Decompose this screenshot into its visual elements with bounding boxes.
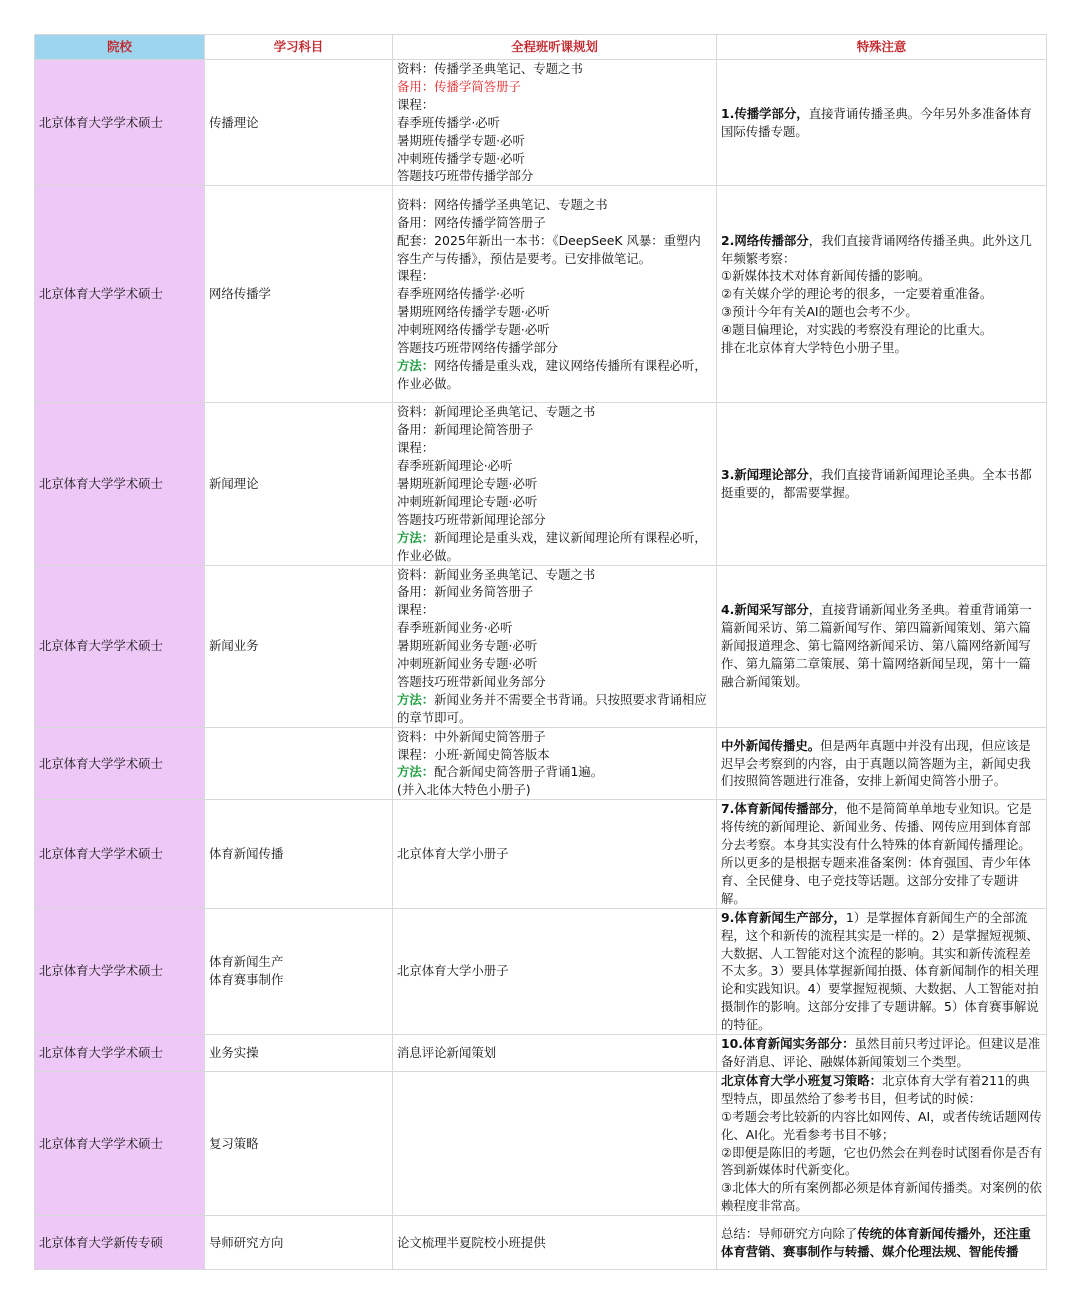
subject-line: 新闻理论 [209,475,259,491]
school-cell: 北京体育大学新传专硕 [35,1216,205,1270]
subject-line: 网络传播学 [209,286,271,302]
plan-text: 网络传播是重头戏，建议网络传播所有课程必听，作业必做。 [397,358,707,391]
note-text: 排在北京体育大学特色小册子里。 [721,340,907,356]
plan-line [397,566,712,584]
subject-cell [205,186,393,403]
method-label: 方法： [397,764,435,780]
note-line [721,1179,1042,1215]
plan-cell [393,60,717,186]
school-cell: 北京体育大学学术硕士 [35,800,205,908]
note-line [721,1035,1042,1071]
note-text: ②有关媒介学的理论考的很多，一定要着重准备。 [721,286,993,302]
note-line [721,737,1042,791]
notes-cell [717,1216,1047,1270]
note-line [721,1225,1042,1261]
plan-line [397,285,712,303]
note-emphasis: 北京体育大学小班复习策略： [721,1072,883,1088]
plan-line [397,339,712,357]
plan-text: 答题技巧班带传播学部分 [397,168,534,184]
note-text: ，我们直接背诵新闻理论圣典。全本书都挺重要的，都需要掌握。 [721,467,1032,500]
note-text: ，他不是简简单单地专业知识。它是将传统的新闻理论、新闻业务、传播、网传应用到体育部分去考察。本身其实没有什么特殊的体育新闻传播理论。所以更多的是根据专题来准备案例：体育强国、青少年体育、全民健身、电子竞技等话题。这部分安排了专题讲解。 [721,801,1032,906]
note-line [721,339,1042,357]
plan-line [397,421,712,439]
plan-text: 答题技巧班带新闻业务部分 [397,673,546,689]
plan-line [397,1044,712,1062]
plan-cell [393,1216,717,1270]
plan-cell [393,800,717,908]
plan-text: 冲刺班网络传播学专题·必听 [397,322,550,338]
plan-cell [393,908,717,1034]
notes-cell [717,800,1047,908]
note-line [721,303,1042,321]
plan-line [397,321,712,339]
table-row [35,565,1047,727]
subject-line: 业务实操 [209,1045,259,1061]
plan-line [397,357,712,393]
subject-line: 体育赛事制作 [209,972,284,988]
school-cell: 北京体育大学学术硕士 [35,1035,205,1072]
header-subject: 学习科目 [205,35,393,60]
plan-text: 备用：新闻业务简答册子 [397,584,534,600]
table-row [35,1071,1047,1215]
plan-text: 资料：中外新闻史简答册子 [397,728,546,744]
school-cell: 北京体育大学学术硕士 [35,1071,205,1215]
note-text: 虽然目前只考过评论。但建议是准备好消息、评论、融媒体新闻策划三个类型。 [721,1036,1041,1069]
plan-text: 春季班传播学·必听 [397,114,501,130]
plan-line [397,845,712,863]
note-line [721,800,1042,907]
table-row [35,1035,1047,1072]
plan-text: 资料：新闻理论圣典笔记、专题之书 [397,404,596,420]
plan-text: 备用：传播学简答册子 [397,78,521,94]
header-school: 院校 [35,35,205,60]
plan-cell [393,565,717,727]
subject-line: 传播理论 [209,114,259,130]
note-text: ③预计今年有关AI的题也会考不少。 [721,304,918,320]
school-cell: 北京体育大学学术硕士 [35,186,205,403]
table-row [35,186,1047,403]
note-line [721,1108,1042,1144]
plan-line [397,196,712,214]
plan-text: 资料：网络传播学圣典笔记、专题之书 [397,196,608,212]
note-text: 北京体育大学有着211的典型特点，即虽然给了参考书目，但考试的时候： [721,1072,1030,1106]
plan-cell [393,403,717,565]
subject-line: 体育新闻生产 [209,954,284,970]
plan-line [397,781,712,799]
school-cell: 北京体育大学学术硕士 [35,565,205,727]
note-emphasis: 10.体育新闻实务部分： [721,1036,855,1052]
plan-text: 配套：2025年新出一本书：《DeepSeeK 风暴：重塑内容生产与传播》，预估是要考。已安排做笔记。 [397,232,701,266]
note-emphasis: 7.体育新闻传播部分 [721,801,834,817]
notes-cell [717,1035,1047,1072]
plan-line [397,655,712,673]
plan-line [397,267,712,285]
plan-text: 北京体育大学小册子 [397,846,509,862]
plan-text: (并入北体大特色小册子) [397,782,531,798]
table-row [35,800,1047,908]
note-line [721,1144,1042,1180]
subject-cell [205,403,393,565]
note-text: 但是两年真题中并没有出现，但应该是迟早会考察到的内容，由于真题以简答题为主，新闻史我们按照简答题进行准备，安排上新闻史简答小册子。 [721,737,1031,789]
table-row [35,60,1047,186]
plan-line [397,114,712,132]
note-text: ①新媒体技术对体育新闻传播的影响。 [721,268,931,284]
plan-cell [393,1071,717,1215]
plan-line [397,1234,712,1252]
plan-text: 答题技巧班带新闻理论部分 [397,511,546,527]
notes-cell [717,186,1047,403]
method-label: 方法： [397,529,435,545]
plan-line [397,475,712,493]
note-text: ③北体大的所有案例都必须是体育新闻传播类。对案例的依赖程度非常高。 [721,1180,1042,1214]
plan-text: 新闻业务并不需要全书背诵。只按照要求背诵相应的章节即可。 [397,691,707,725]
plan-text: 北京体育大学小册子 [397,963,509,979]
plan-cell [393,1035,717,1072]
note-text: 直接背诵传播圣典。今年另外多准备体育国际传播专题。 [721,105,1032,139]
header-row [35,35,1047,60]
plan-text: 课程： [397,602,435,618]
notes-cell [717,60,1047,186]
plan-text: 课程： [397,96,435,112]
plan-line [397,457,712,475]
note-line [721,321,1042,339]
plan-text: 暑期班新闻理论专题·必听 [397,475,538,491]
subject-cell [205,60,393,186]
subject-line: 体育新闻传播 [209,846,284,862]
note-text: ②即便是陈旧的考题，它也仍然会在判卷时试图看你是否有答到新媒体时代新变化。 [721,1144,1042,1178]
plan-line [397,60,712,78]
table-row [35,908,1047,1034]
plan-text: 暑期班网络传播学专题·必听 [397,304,550,320]
plan-cell [393,186,717,403]
plan-text: 暑期班传播学专题·必听 [397,132,525,148]
note-line [721,909,1042,1034]
plan-line [397,78,712,96]
plan-text: 课程： [397,268,435,284]
subject-cell [205,800,393,908]
plan-text: 论文梳理半夏院校小班提供 [397,1234,546,1250]
plan-line [397,232,712,268]
plan-line [397,403,712,421]
note-emphasis: 中外新闻传播史。 [721,737,821,753]
note-emphasis: 传统的体育新闻传播外，还注重体育营销、赛事制作与转播、媒介伦理法规、智能传播 [721,1225,1031,1259]
subject-line: 导师研究方向 [209,1234,284,1250]
plan-text: 消息评论新闻策划 [397,1045,497,1061]
note-line [721,285,1042,303]
plan-line [397,583,712,601]
note-text: ①考题会考比较新的内容比如网传、AI，或者传统话题网传化、AI化。光看参考书目不够； [721,1108,1042,1142]
table-row [35,1216,1047,1270]
note-emphasis: 2.网络传播部分 [721,232,809,248]
plan-line [397,673,712,691]
subject-line: 新闻业务 [209,638,259,654]
plan-line [397,439,712,457]
notes-cell [717,1071,1047,1215]
plan-text: 春季班网络传播学·必听 [397,286,525,302]
note-line [721,1072,1042,1108]
plan-line [397,150,712,168]
plan-text: 答题技巧班带网络传播学部分 [397,340,559,356]
note-emphasis: 1.传播学部分， [721,105,809,121]
plan-text: 新闻理论是重头戏，建议新闻理论所有课程必听，作业必做。 [397,529,707,563]
plan-text: 资料：传播学圣典笔记、专题之书 [397,61,583,76]
plan-line [397,746,712,764]
plan-line [397,962,712,980]
study-plan-table [34,34,1047,1270]
note-text: ④题目偏理论，对实践的考察没有理论的比重大。 [721,322,993,338]
plan-text: 配合新闻史简答册子背诵1遍。 [434,764,604,780]
plan-line [397,96,712,114]
header-notes: 特殊注意 [717,35,1047,60]
note-line [721,466,1042,502]
plan-line [397,691,712,727]
plan-text: 备用：网络传播学简答册子 [397,214,546,230]
plan-line [397,529,712,565]
notes-cell [717,908,1047,1034]
method-label: 方法： [397,691,435,707]
note-emphasis: 4.新闻采写部分 [721,602,809,618]
subject-cell [205,1071,393,1215]
plan-line [397,132,712,150]
plan-line [397,637,712,655]
school-cell: 北京体育大学学术硕士 [35,908,205,1034]
subject-cell [205,727,393,800]
plan-text: 春季班新闻业务·必听 [397,620,513,636]
plan-line [397,763,712,781]
subject-cell [205,1216,393,1270]
table-row [35,727,1047,800]
plan-text: 课程：小班·新闻史简答版本 [397,746,550,762]
school-cell: 北京体育大学学术硕士 [35,60,205,186]
plan-line [397,214,712,232]
plan-line [397,511,712,529]
plan-line [397,601,712,619]
plan-line [397,303,712,321]
note-line [721,601,1042,691]
table-row [35,403,1047,565]
school-cell: 北京体育大学学术硕士 [35,403,205,565]
school-cell: 北京体育大学学术硕士 [35,727,205,800]
plan-text: 冲刺班传播学专题·必听 [397,150,525,166]
plan-text: 资料：新闻业务圣典笔记、专题之书 [397,566,596,582]
plan-line [397,619,712,637]
note-line [721,232,1042,268]
plan-line [397,167,712,185]
note-text: ，我们直接背诵网络传播圣典。此外这几年频繁考察： [721,232,1032,266]
note-emphasis: 9.体育新闻生产部分， [721,909,846,925]
note-text: 总结：导师研究方向除了 [721,1225,858,1241]
notes-cell [717,727,1047,800]
plan-line [397,728,712,746]
subject-cell [205,1035,393,1072]
plan-text: 备用：新闻理论简答册子 [397,422,534,438]
note-text: 1）是掌握体育新闻生产的全部流程，这个和新传的流程其实是一样的。2）是掌握短视频、大数据、人工智能对这个流程的影响。其实和新传流程差不太多。3）要具体掌握新闻拍摄、体育新闻制作的相关理论和实践知识。4）要掌握短视频、大数据、人工智能对拍摄制作的影响。这部分安排了专题讲解。5）体育赛事解说的特征。 [721,909,1039,1033]
plan-text: 春季班新闻理论·必听 [397,458,513,474]
subject-cell [205,908,393,1034]
plan-cell [393,727,717,800]
note-line [721,105,1042,141]
note-line [721,267,1042,285]
method-label: 方法： [397,358,435,374]
plan-text: 冲刺班新闻业务专题·必听 [397,656,538,672]
notes-cell [717,565,1047,727]
notes-cell [717,403,1047,565]
plan-text: 暑期班新闻业务专题·必听 [397,638,538,654]
note-text: ，直接背诵新闻业务圣典。着重背诵第一篇新闻采访、第二篇新闻写作、第四篇新闻策划、第六篇新闻报道理念、第七篇网络新闻采访、第八篇网络新闻写作、第九篇第二章策展、第十篇网络新闻呈现，第十一篇融合新闻策划。 [721,602,1032,689]
plan-text: 课程： [397,440,435,456]
note-emphasis: 3.新闻理论部分 [721,467,809,483]
subject-line: 复习策略 [209,1135,259,1151]
subject-cell [205,565,393,727]
header-plan: 全程班听课规划 [393,35,717,60]
plan-text: 冲刺班新闻理论专题·必听 [397,493,538,509]
plan-line [397,493,712,511]
